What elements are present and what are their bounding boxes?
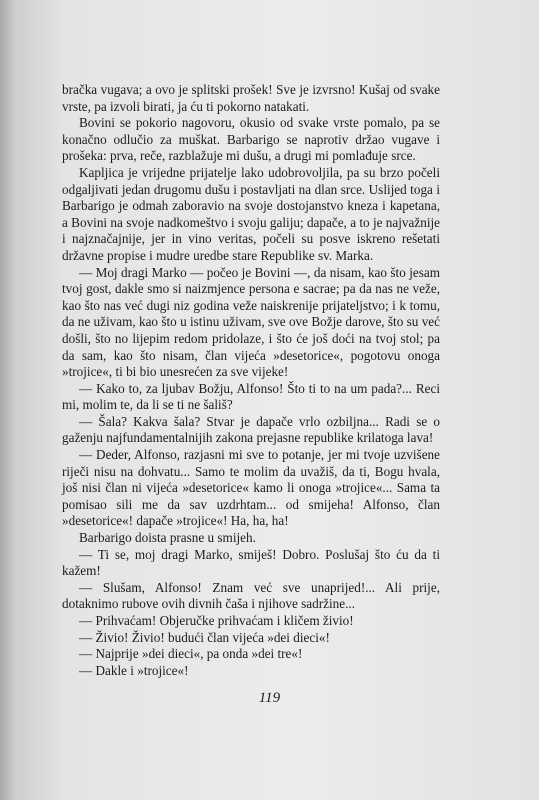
page-gutter-shadow xyxy=(0,0,18,800)
paragraph: — Dakle i »trojice«! xyxy=(79,662,189,678)
paragraph: Kapljica je vrijedne prijatelje lako udobrovoljila, pa su brzo počeli odgaljivati jedan drugomu dušu i postavljati na dlan srce. Uslijed toga i Barbarigo je odmah zaboravio na svoje dostojanstvo kneza i kapetana, a Bovini na svoje nadkomeštvo i svoju galiju; dapače, a to je najvažnije i najznačajnije, jer in vino veritas, počeli su posve iskreno rešetati državne propise i mudre uredbe stare Republike sv. Marka. xyxy=(62,164,440,263)
paragraph: Bovini se pokorio nagovoru, okusio od svake vrste pomalo, pa se konačno odlučio za muškat. Barbarigo se naprotiv držao vugave i prošeka: prva, reče, razblažuje mi dušu, a drugi mi pomlađuje srce. xyxy=(62,115,440,164)
paragraph: Barbarigo doista prasne u smijeh. xyxy=(79,530,256,546)
paragraph: bračka vugava; a ovo je splitski prošek! Sve je izvrsno! Kušaj od svake vrste, pa izvoli birati, ja ću ti pokorno natakati. xyxy=(62,82,440,114)
paragraph: — Moj dragi Marko — počeo je Bovini —, da nisam, kao što jesam tvoj gost, dakle smo si naizmjence persona e sacrae; pa da nas ne veže, kao što nas već dugi niz godina veže naiskrenije prijateljstvo; i k tomu, da ne uživam, kao što u istinu uživam, sve ove Božje darove, što su već došli, što no lijepim redom pridolaze, i što će još doći na tvoj stol; pa da sam, kao što nisam, član vijeća »desetorice«, pogotovu onoga »trojice«, ti bi bio unesrećen za sve vijeke! xyxy=(62,264,440,380)
paragraph: — Slušam, Alfonso! Znam već sve unaprijed!... Ali prije, dotaknimo rubove ovih divnih čaša i njihove sadržine... xyxy=(62,579,440,612)
paragraph: — Šala? Kakva šala? Stvar je dapače vrlo ozbiljna... Radi se o gaženju najfundamentalnijih zakona prejasne republike krilatoga lava! xyxy=(62,413,440,446)
paragraph: — Deder, Alfonso, razjasni mi sve to potanje, jer mi tvoje uzvišene riječi nisu na dohvatu... Samo te molim da uvažiš, da ti, Bogu hvala, još nisi član ni vijeća »desetorice« kamo li onoga »trojice«... Sama ta pomisao sili me da sav uzdrhtam... od smijeha! Alfonso, član »desetorice«! dapače »trojice«! Ha, ha, ha! xyxy=(62,447,440,529)
paragraph: — Ti se, moj dragi Marko, smiješ! Dobro. Poslušaj što ću da ti kažem! xyxy=(62,546,440,579)
paragraph: — Najprije »dei dieci«, pa onda »dei tre«! xyxy=(79,646,303,662)
paragraph: — Kako to, za ljubav Božju, Alfonso! Što ti to na um pada?... Reci mi, molim te, da li se ti ne šališ? xyxy=(62,380,440,413)
page-number: 119 xyxy=(258,690,281,706)
paragraph: — Prihvaćam! Objeručke prihvaćam i kličem živio! xyxy=(79,613,354,628)
paragraph: — Živio! Živio! budući član vijeća »dei dieci«! xyxy=(79,629,330,645)
body-text xyxy=(62,82,440,679)
